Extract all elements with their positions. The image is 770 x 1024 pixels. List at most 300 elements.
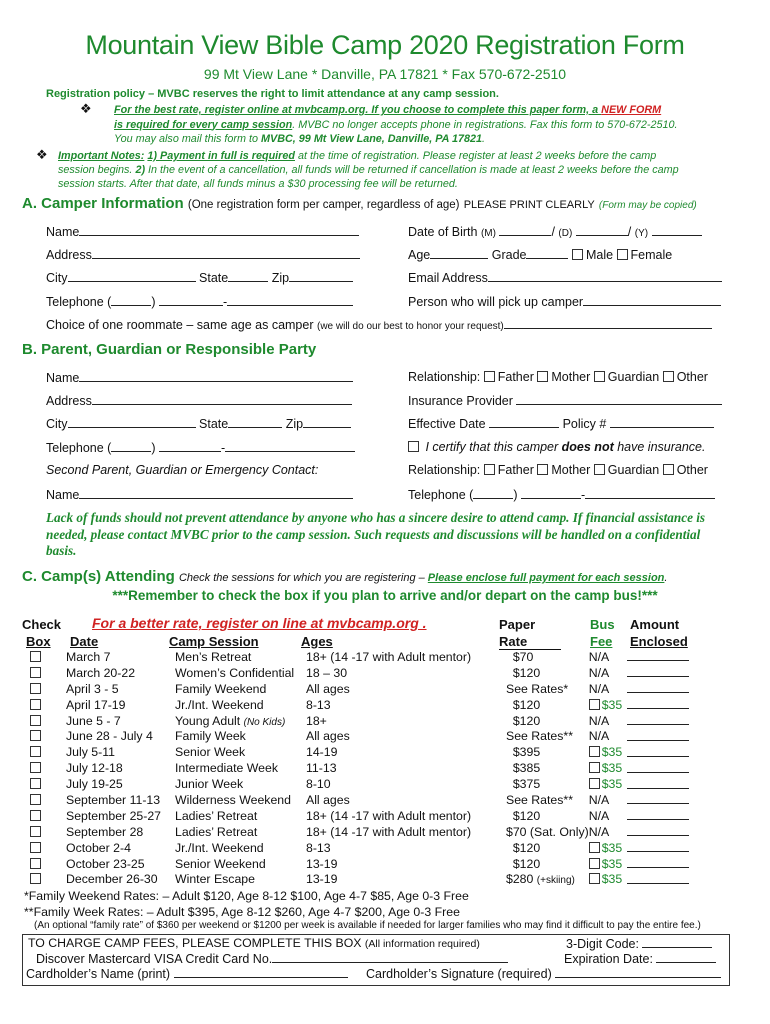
session-rate-note: (+skiing) (536, 875, 575, 887)
bus-fee-text: $35 (601, 872, 623, 887)
session-name (175, 665, 306, 681)
visa-option[interactable]: VISA (154, 952, 182, 966)
session-name (175, 776, 306, 792)
amount-enclosed[interactable] (627, 649, 689, 665)
mother-label: Mother (551, 463, 591, 477)
charge-heading-note: (All information required) (364, 938, 480, 950)
col-enclosed: Enclosed (630, 634, 688, 649)
session-rate-text: $120 (506, 808, 541, 823)
family-week-rates: **Family Week Rates: – Adult $395, Age 8-12 $260, Age 4-7 $200, Age 0-3 Free (24, 905, 460, 919)
session-name (175, 871, 306, 887)
session-checkbox[interactable] (30, 699, 41, 710)
session-date: July 12-18 (66, 761, 123, 776)
security-code-label: 3-Digit Code: (566, 937, 639, 951)
other-label: Other (676, 370, 708, 384)
bus-fee (589, 856, 627, 872)
session-date: March 7 (66, 649, 111, 664)
certify-text-b: does not (561, 440, 614, 454)
table-row (24, 792, 689, 808)
section-a-sub: (One registration form per camper, regardless of age) (187, 199, 460, 211)
registration-policy: Registration policy – MVBC reserves the right to limit attendance at any camp session. (46, 88, 499, 100)
session-date: September 25-27 (66, 808, 162, 823)
bus-fee-text: N/A (588, 649, 610, 664)
parent-city-field[interactable] (46, 416, 351, 431)
section-a-title: A. Camper Information (22, 195, 184, 212)
telephone-label: Telephone ( (46, 295, 112, 309)
camper-address-label: Address (46, 248, 92, 262)
important-label: Important Notes: (58, 150, 145, 162)
relationship-label: Relationship: (408, 370, 481, 384)
bus-fee-text: N/A (588, 713, 610, 728)
table-row (24, 649, 689, 665)
session-rate (506, 808, 589, 824)
bus-fee-text: $35 (601, 761, 623, 776)
session-ages: 18+ (14 -17 with Adult mentor) (306, 649, 472, 664)
relationship-field[interactable] (408, 370, 708, 384)
dob-label: Date of Birth (408, 225, 478, 239)
male-label: Male (585, 248, 614, 262)
session-checkbox[interactable] (30, 858, 41, 869)
online-note-text-a: For the best rate, register online at mvbcamp.org. If you choose to complete this paper form, a (114, 104, 602, 116)
bus-checkbox[interactable] (589, 873, 600, 884)
bus-fee-text: N/A (588, 665, 610, 680)
roommate-note: (we will do our best to honor your request) (316, 321, 504, 332)
session-name-text: Young Adult (175, 713, 244, 728)
session-checkbox[interactable] (30, 730, 41, 741)
bus-fee (589, 697, 627, 713)
camper-name-field[interactable] (46, 224, 359, 239)
session-name (175, 840, 306, 856)
new-form-text: NEW FORM (601, 104, 662, 116)
session-checkbox[interactable] (30, 762, 41, 773)
camper-address-field[interactable] (46, 247, 360, 262)
certify-text-c: have insurance. (613, 440, 706, 454)
section-c-title: C. Camp(s) Attending (22, 568, 175, 585)
table-row (24, 776, 689, 792)
relationship-label: Relationship: (408, 463, 481, 477)
session-name (175, 681, 306, 697)
session-rate (506, 760, 589, 776)
session-checkbox[interactable] (30, 873, 41, 884)
parent-address-field[interactable] (46, 393, 352, 408)
second-relationship-field[interactable] (408, 463, 708, 477)
roommate-label: Choice of one roommate – same age as camper (46, 318, 314, 332)
session-name-text: Men’s Retreat (175, 649, 252, 664)
insurance-provider-field[interactable] (408, 393, 722, 408)
session-ages: 18+ (14 -17 with Adult mentor) (306, 808, 472, 823)
telephone-label: Telephone ( (46, 441, 112, 455)
session-checkbox[interactable] (30, 842, 41, 853)
session-rate-text: $70 (Sat. Only) (506, 824, 589, 839)
session-rate-text: $70 (506, 649, 534, 664)
effective-date-label: Effective Date (408, 417, 486, 431)
bus-fee (589, 824, 627, 840)
section-c-heading (22, 568, 667, 585)
bus-fee (589, 760, 627, 776)
col-date: Date (70, 634, 99, 649)
session-checkbox[interactable] (30, 810, 41, 821)
state-label: State (199, 417, 229, 431)
important-num-2: 2) (135, 164, 146, 176)
no-insurance-field[interactable] (408, 440, 705, 454)
session-rate-text: $280 (506, 872, 537, 887)
session-name-text: Family Weekend (175, 681, 267, 696)
session-checkbox[interactable] (30, 778, 41, 789)
city-label: City (46, 271, 68, 285)
form-copied-note: (Form may be copied) (598, 200, 697, 211)
parent-name-field[interactable] (46, 370, 353, 385)
amount-enclosed[interactable] (627, 697, 689, 713)
second-contact-label: Second Parent, Guardian or Emergency Contact: (46, 463, 319, 477)
security-code-field[interactable] (566, 936, 712, 951)
session-ages: 8-13 (306, 697, 331, 712)
session-checkbox[interactable] (30, 746, 41, 757)
section-b-title: B. Parent, Guardian or Responsible Party (22, 341, 317, 358)
male-checkbox[interactable] (572, 249, 583, 260)
bus-checkbox[interactable] (589, 746, 600, 757)
session-name (175, 808, 306, 824)
zip-label: Zip (285, 417, 304, 431)
session-checkbox[interactable] (30, 794, 41, 805)
camp-address: 99 Mt View Lane * Danville, PA 17821 * Fax 570-672-2510 (203, 66, 567, 82)
camper-dob-field[interactable]: Date of Birth (M) / (D) / (Y) (408, 224, 702, 239)
expiration-label: Expiration Date: (564, 952, 653, 966)
session-name (175, 792, 306, 808)
certify-text-a: I certify that this camper (425, 440, 562, 454)
session-name-text: Ladies’ Retreat (175, 824, 258, 839)
signature-label: Cardholder’s Signature (required) (366, 967, 552, 981)
important-notes-line-2 (58, 163, 679, 178)
dob-d-label: (D) (558, 228, 573, 239)
bus-checkbox[interactable] (589, 842, 600, 853)
bus-fee (589, 665, 627, 681)
section-c-sub-c: . (664, 572, 668, 584)
session-rate-text: $385 (506, 761, 541, 776)
col-check: Check (22, 617, 62, 632)
session-rate-text: See Rates** (506, 792, 573, 807)
session-ages: 18+ (306, 713, 327, 728)
optional-family-rate: (An optional “family rate” of $360 per weekend or $1200 per week is available if needed for larger families who may find it difficult to pay the entire fee.) (34, 920, 701, 931)
female-checkbox[interactable] (617, 249, 628, 260)
session-date: March 20-22 (66, 665, 136, 680)
session-checkbox[interactable] (30, 826, 41, 837)
second-phone-field[interactable]: Telephone ( ) - (408, 487, 715, 502)
other-checkbox[interactable] (663, 371, 674, 382)
important-text-2b: In the event of a cancellation, all funds will be returned if cancellation is made at least 2 weeks before the camp (145, 164, 679, 176)
session-rate (506, 681, 589, 697)
bus-reminder: ***Remember to check the box if you plan to arrive and/or depart on the camp bus!*** (112, 588, 658, 603)
session-name-text: Winter Escape (175, 872, 255, 887)
section-a-heading (22, 195, 697, 212)
bus-checkbox[interactable] (589, 858, 600, 869)
session-rate (506, 792, 589, 808)
session-date: July 19-25 (66, 777, 123, 792)
session-rate (506, 871, 589, 887)
session-date: April 3 - 5 (66, 681, 119, 696)
bus-fee (589, 728, 627, 744)
second-name-label: Name (46, 488, 80, 502)
bus-fee (589, 649, 627, 665)
camper-age-grade-field[interactable] (408, 247, 672, 262)
session-date: December 26-30 (66, 872, 158, 887)
session-name (175, 728, 306, 744)
col-paper: Paper (499, 617, 536, 632)
session-checkbox[interactable] (30, 715, 41, 726)
age-label: Age (408, 248, 431, 262)
bus-fee (589, 840, 627, 856)
dob-y-label: (Y) (634, 228, 649, 239)
bus-fee-text: $35 (601, 745, 623, 760)
discover-option[interactable]: Discover (36, 952, 85, 966)
insurance-label: Insurance Provider (408, 394, 513, 408)
session-name-text: Family Week (175, 729, 246, 744)
table-row (24, 697, 689, 713)
parent-address-label: Address (46, 394, 92, 408)
amount-enclosed[interactable] (627, 840, 689, 856)
table-row (24, 871, 689, 887)
father-checkbox[interactable] (484, 371, 495, 382)
session-date: June 28 - July 4 (66, 729, 153, 744)
bus-fee (589, 713, 627, 729)
session-rate (506, 728, 589, 744)
mother-checkbox[interactable] (537, 464, 548, 475)
col-rate: Rate (499, 634, 561, 650)
signature-field[interactable] (366, 966, 721, 981)
guardian-label: Guardian (607, 463, 660, 477)
important-text-2a: session begins. (58, 164, 136, 176)
session-rate (506, 649, 589, 665)
session-name (175, 649, 306, 665)
online-note-text-c: . MVBC no longer accepts phone in registrations. Fax this form to 570-672-2510. (292, 118, 678, 131)
session-ages: 11-13 (306, 761, 337, 776)
second-name-field[interactable] (46, 487, 353, 502)
online-note-text-b: is required for every camp session (114, 118, 293, 131)
bus-fee (589, 808, 627, 824)
amount-enclosed[interactable] (627, 808, 689, 824)
session-ages: 8-10 (306, 777, 331, 792)
online-note-text-f: . (482, 133, 486, 145)
city-label: City (46, 417, 68, 431)
cardholder-name-field[interactable] (26, 966, 348, 981)
section-c-sub (179, 572, 668, 584)
table-row (24, 760, 689, 776)
session-rate (506, 665, 589, 681)
session-name-text: Ladies’ Retreat (175, 808, 258, 823)
session-rate-text: See Rates* (506, 681, 569, 696)
session-ages: All ages (306, 792, 350, 807)
session-rate (506, 697, 589, 713)
diamond-bullet-icon: ❖ (80, 101, 92, 116)
table-row (24, 713, 689, 729)
amount-enclosed[interactable] (627, 744, 689, 760)
bus-fee-text: N/A (588, 681, 610, 696)
session-ages: All ages (306, 729, 350, 744)
amount-enclosed[interactable] (627, 681, 689, 697)
session-date: June 5 - 7 (66, 713, 121, 728)
amount-enclosed[interactable] (627, 665, 689, 681)
parent-phone-field[interactable]: Telephone ( ) - (46, 440, 355, 455)
table-row (24, 681, 689, 697)
session-name-text: Junior Week (175, 777, 244, 792)
session-ages: 14-19 (306, 745, 338, 760)
session-rate (506, 840, 589, 856)
bus-fee-text: N/A (588, 824, 610, 839)
effective-policy-field[interactable] (408, 416, 714, 431)
camper-email-field[interactable] (408, 270, 722, 285)
guardian-checkbox[interactable] (594, 371, 605, 382)
bus-fee (589, 871, 627, 887)
session-name (175, 713, 306, 729)
online-note-text-d: You may also mail this form to (114, 133, 262, 145)
dob-m-label: (M) (480, 228, 496, 239)
important-notes (58, 149, 656, 164)
col-box: Box (26, 634, 51, 649)
pickup-label: Person who will pick up camper (408, 295, 584, 309)
bus-fee (589, 681, 627, 697)
father-label: Father (497, 463, 534, 477)
col-bus: Bus (590, 617, 615, 632)
session-ages: 18 – 30 (306, 665, 348, 680)
section-c-sub-b: Please enclose full payment for each session (427, 572, 665, 584)
session-ages: All ages (306, 681, 350, 696)
table-row (24, 728, 689, 744)
session-name (175, 824, 306, 840)
session-name-text: Jr./Int. Weekend (175, 697, 264, 712)
session-ages: 18+ (14 -17 with Adult mentor) (306, 824, 472, 839)
bus-fee (589, 744, 627, 760)
bus-fee (589, 792, 627, 808)
session-name-text: Senior Week (175, 745, 246, 760)
other-checkbox[interactable] (663, 464, 674, 475)
col-ages: Ages (301, 634, 333, 649)
other-label: Other (676, 463, 708, 477)
session-rate (506, 713, 589, 729)
amount-enclosed[interactable] (627, 871, 689, 887)
roommate-field[interactable] (46, 317, 712, 332)
session-date: October 2-4 (66, 840, 131, 855)
guardian-label: Guardian (607, 370, 660, 384)
family-weekend-rates: *Family Weekend Rates: – Adult $120, Age 8-12 $100, Age 4-7 $85, Age 0-3 Free (24, 889, 469, 903)
session-rate-text: $120 (506, 856, 541, 871)
state-label: State (199, 271, 229, 285)
camper-city-field[interactable] (46, 270, 353, 285)
col-fee: Fee (590, 634, 613, 649)
session-rate-text: $120 (506, 665, 541, 680)
session-checkbox[interactable] (30, 683, 41, 694)
online-note (114, 103, 678, 147)
session-name-text: Senior Weekend (175, 856, 266, 871)
amount-enclosed[interactable] (627, 824, 689, 840)
session-rate (506, 744, 589, 760)
charge-heading (28, 936, 480, 950)
bus-fee-text: $35 (601, 840, 623, 855)
bus-fee-text: N/A (588, 808, 610, 823)
session-name (175, 856, 306, 872)
bus-checkbox[interactable] (589, 762, 600, 773)
session-rate-text: $120 (506, 840, 541, 855)
session-rate-text: $375 (506, 777, 541, 792)
guardian-checkbox[interactable] (594, 464, 605, 475)
session-rate (506, 856, 589, 872)
bus-fee-text: $35 (601, 777, 623, 792)
amount-enclosed[interactable] (627, 760, 689, 776)
section-c-sub-a: Check the sessions for which you are registering – (178, 572, 428, 584)
zip-label: Zip (271, 271, 290, 285)
amount-enclosed[interactable] (627, 776, 689, 792)
session-name (175, 760, 306, 776)
session-ages: 13-19 (306, 872, 338, 887)
camper-name-label: Name (46, 225, 80, 239)
camper-phone-field[interactable]: Telephone ( ) - (46, 294, 353, 309)
session-name-text: Women’s Confidential (175, 665, 295, 680)
amount-enclosed[interactable] (627, 792, 689, 808)
father-label: Father (497, 370, 534, 384)
important-text-1: at the time of registration. Please register at least 2 weeks before the camp (294, 150, 657, 162)
col-session: Camp Session (169, 634, 259, 649)
bus-checkbox[interactable] (589, 699, 600, 710)
session-checkbox[interactable] (30, 667, 41, 678)
session-name-text: Wilderness Weekend (175, 792, 291, 807)
diamond-bullet-icon: ❖ (36, 147, 48, 162)
session-date: October 23-25 (66, 856, 145, 871)
session-note: (No Kids) (243, 716, 286, 728)
grade-label: Grade (491, 248, 527, 262)
session-date: July 5-11 (66, 745, 115, 760)
expiration-field[interactable] (564, 951, 716, 966)
session-ages: 8-13 (306, 840, 331, 855)
card-number-label: Credit Card No. (185, 952, 273, 966)
amount-enclosed[interactable] (627, 856, 689, 872)
session-rate-text: See Rates** (506, 729, 573, 744)
session-checkbox[interactable] (30, 651, 41, 662)
financial-assistance-note: Lack of funds should not prevent attendance by anyone who has a sincere desire to attend camp. If financial assistance is needed, please contact MVBC prior to the camp session. Such requests and discussions will be handled on a confidential basis. (46, 510, 706, 558)
session-date: April 17-19 (66, 697, 126, 712)
important-text-3: session starts. After that date, all funds minus a $30 processing fee will be returned. (58, 178, 458, 190)
amount-enclosed[interactable] (627, 728, 689, 744)
table-row (24, 665, 689, 681)
amount-enclosed[interactable] (627, 713, 689, 729)
mastercard-option[interactable]: Mastercard (88, 952, 151, 966)
bus-fee-text: $35 (601, 856, 623, 871)
bus-fee-text: N/A (588, 792, 610, 807)
table-row (24, 824, 689, 840)
bus-fee-text: $35 (601, 697, 623, 712)
parent-name-label: Name (46, 371, 80, 385)
mail-address-text: MVBC, 99 Mt View Lane, Danville, PA 17821 (261, 133, 483, 145)
bus-checkbox[interactable] (589, 778, 600, 789)
mother-checkbox[interactable] (537, 371, 548, 382)
session-ages: 13-19 (306, 856, 338, 871)
session-name (175, 697, 306, 713)
camp-sessions-table (24, 649, 689, 887)
table-row (24, 808, 689, 824)
page-title: Mountain View Bible Camp 2020 Registration Form (85, 30, 685, 60)
female-label: Female (630, 248, 673, 262)
cardholder-label: Cardholder’s Name (print) (26, 967, 171, 981)
print-clearly-text: PLEASE PRINT CLEARLY (463, 199, 595, 211)
pickup-person-field[interactable] (408, 294, 721, 309)
father-checkbox[interactable] (484, 464, 495, 475)
card-type-row (36, 951, 508, 966)
bus-fee-text: N/A (588, 729, 610, 744)
no-insurance-checkbox[interactable] (408, 441, 419, 452)
table-row (24, 840, 689, 856)
session-rate-text: $395 (506, 745, 541, 760)
table-row (24, 744, 689, 760)
session-rate (506, 824, 589, 840)
session-name-text: Intermediate Week (175, 761, 278, 776)
charge-heading-text: TO CHARGE CAMP FEES, PLEASE COMPLETE THIS BOX (28, 936, 362, 950)
